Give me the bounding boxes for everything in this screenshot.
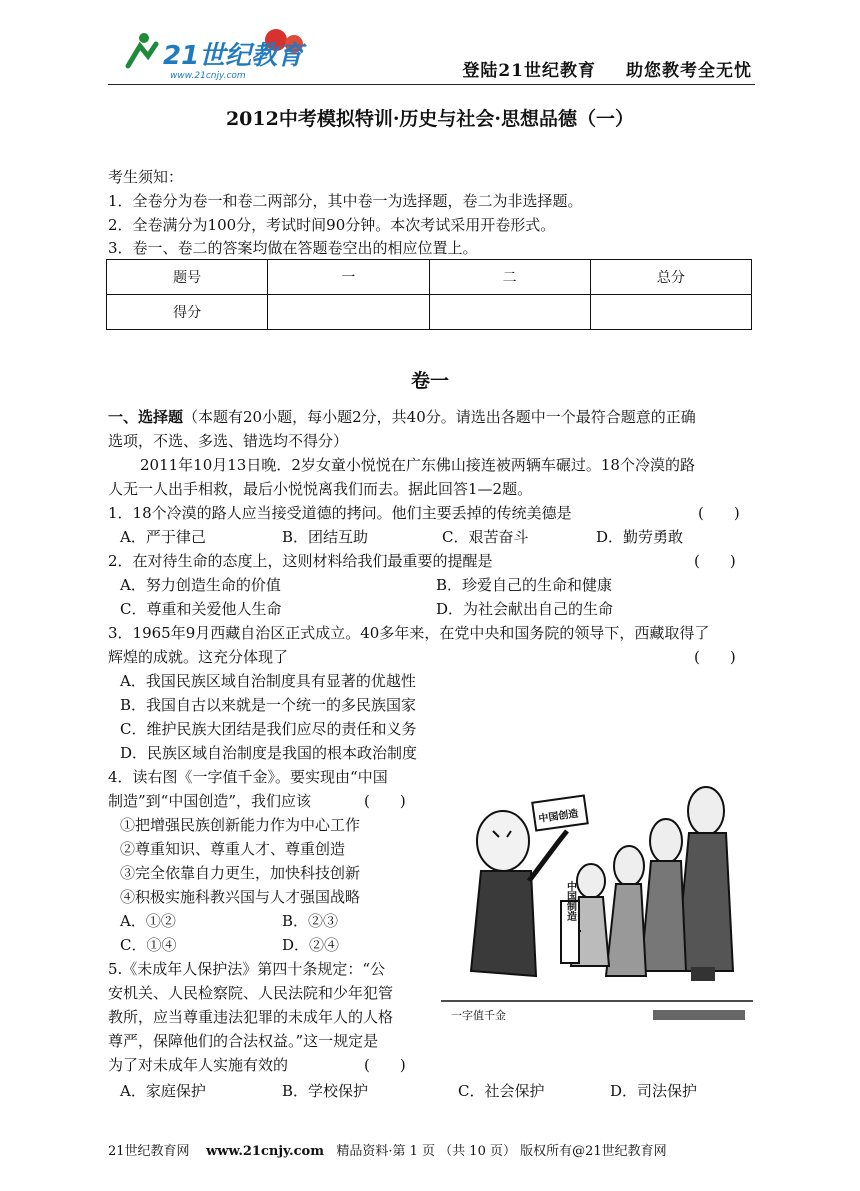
option: B．团结互助 [282, 528, 369, 546]
slogan-left: 登陆21世纪教育 [462, 61, 596, 81]
option: C．维护民族大团结是我们应尽的责任和义务 [120, 720, 417, 738]
statement-item: ③完全依靠自力更生，加快科技创新 [120, 864, 361, 882]
option: C．尊重和关爱他人生命 [120, 600, 282, 618]
notice-item: 3．卷一、卷二的答案均做在答题卷空出的相应位置上。 [108, 239, 478, 257]
question-stem: 安机关、人民检察院、人民法院和少年犯管 [108, 984, 394, 1002]
option: C．社会保护 [458, 1082, 545, 1100]
cartoon-illustration [441, 771, 753, 1027]
footer-site: 21世纪教育网 [108, 1144, 190, 1159]
part-heading-line [108, 406, 696, 427]
logo-url: www.21cnjy.com [170, 71, 246, 81]
table-cell: 一 [268, 260, 429, 295]
notice-item: 1．全卷分为卷一和卷二两部分，其中卷一为选择题，卷二为非选择题。 [108, 192, 583, 210]
cartoon-sign-bottom: 中国制造 [564, 881, 576, 921]
option: D．②④ [282, 936, 340, 954]
answer-paren: ( ) [364, 1056, 406, 1074]
table-cell [429, 295, 590, 330]
answer-paren: ( ) [364, 792, 406, 810]
answer-paren: ( ) [698, 504, 740, 522]
table-row [107, 295, 752, 330]
option: C．①④ [120, 936, 177, 954]
answer-paren: ( ) [694, 552, 736, 570]
question-stem: 制造”到“中国创造”，我们应该 [108, 792, 312, 810]
question-stem: 教所，应当尊重违法犯罪的未成年人的人格 [108, 1008, 394, 1026]
question-stem: 3．1965年9月西藏自治区正式成立。40多年来，在党中央和国务院的领导下，西藏取得了 [108, 624, 710, 642]
footer-info: 精品资料·第 1 页 （共 10 页） 版权所有@21世纪教育网 [336, 1144, 667, 1159]
cartoon-caption: 一字值千金 [451, 1009, 506, 1022]
score-table [106, 259, 752, 330]
option: A．严于律己 [120, 528, 206, 546]
page-title: 2012中考模拟特训·历史与社会·思想品德（一） [225, 108, 635, 130]
option: A．①② [120, 912, 176, 930]
material-text: 人无一人出手相救，最后小悦悦离我们而去。据此回答1—2题。 [108, 480, 533, 498]
section-title: 卷一 [410, 370, 449, 392]
part-desc: （本题有20小题，每小题2分，共40分。请选出各题中一个最符合题意的正确 [183, 408, 696, 426]
table-cell [590, 295, 751, 330]
part-desc: 选项，不选、多选、错选均不得分） [108, 432, 349, 450]
table-row [107, 260, 752, 295]
option: D．勤劳勇敢 [596, 528, 684, 546]
question-stem: 1．18个冷漠的路人应当接受道德的拷问。他们主要丢掉的传统美德是 [108, 504, 572, 522]
question-stem: 5.《未成年人保护法》第四十条规定：“公 [108, 960, 385, 978]
cartoon-sign-top: 中国创造 [537, 808, 580, 825]
table-cell: 总分 [590, 260, 751, 295]
question-stem: 辉煌的成就。这充分体现了 [108, 648, 289, 666]
footer-url[interactable]: www.21cnjy.com [206, 1144, 324, 1159]
part-heading: 一、选择题 [108, 408, 184, 426]
runner-icon [128, 44, 156, 66]
notice-item: 2．全卷满分为100分，考试时间90分钟。本次考试采用开卷形式。 [108, 216, 556, 234]
option: A．家庭保护 [120, 1082, 206, 1100]
option: A．我国民族区域自治制度具有显著的优越性 [120, 672, 416, 690]
question-stem: 4．读右图《一字值千金》。要实现由“中国 [108, 768, 388, 786]
option: D．司法保护 [610, 1082, 698, 1100]
answer-paren: ( ) [694, 648, 736, 666]
question-stem: 为了对未成年人实施有效的 [108, 1056, 289, 1074]
statement-item: ①把增强民族创新能力作为中心工作 [120, 816, 361, 834]
logo-text: 21世纪教育 [163, 41, 304, 71]
statement-item: ④积极实施科教兴国与人才强国战略 [120, 888, 361, 906]
option: B．珍爱自己的生命和健康 [436, 576, 613, 594]
header-divider [108, 84, 755, 85]
slogan-right: 助您教考全无忧 [626, 61, 752, 81]
option: A．努力创造生命的价值 [120, 576, 281, 594]
question-stem: 2．在对待生命的态度上，这则材料给我们最重要的提醒是 [108, 552, 493, 570]
question-stem: 尊严，保障他们的合法权益。”这一规定是 [108, 1032, 379, 1050]
material-text: 2011年10月13日晚．2岁女童小悦悦在广东佛山接连被两辆车碾过。18个冷漠的路 [140, 456, 695, 474]
option: B．②③ [282, 912, 339, 930]
table-cell [268, 295, 429, 330]
option: B．我国自古以来就是一个统一的多民族国家 [120, 696, 417, 714]
page-footer [108, 1140, 667, 1159]
option: C．艰苦奋斗 [442, 528, 529, 546]
table-cell: 二 [429, 260, 590, 295]
table-cell: 题号 [107, 260, 268, 295]
option: D．民族区域自治制度是我国的根本政治制度 [120, 744, 418, 762]
header-slogan [462, 56, 752, 81]
logo [108, 26, 308, 84]
statement-item: ②尊重知识、尊重人才、尊重创造 [120, 840, 346, 858]
notice-heading: 考生须知： [108, 168, 184, 186]
table-cell: 得分 [107, 295, 268, 330]
option: B．学校保护 [282, 1082, 369, 1100]
option: D．为社会献出自己的生命 [436, 600, 614, 618]
